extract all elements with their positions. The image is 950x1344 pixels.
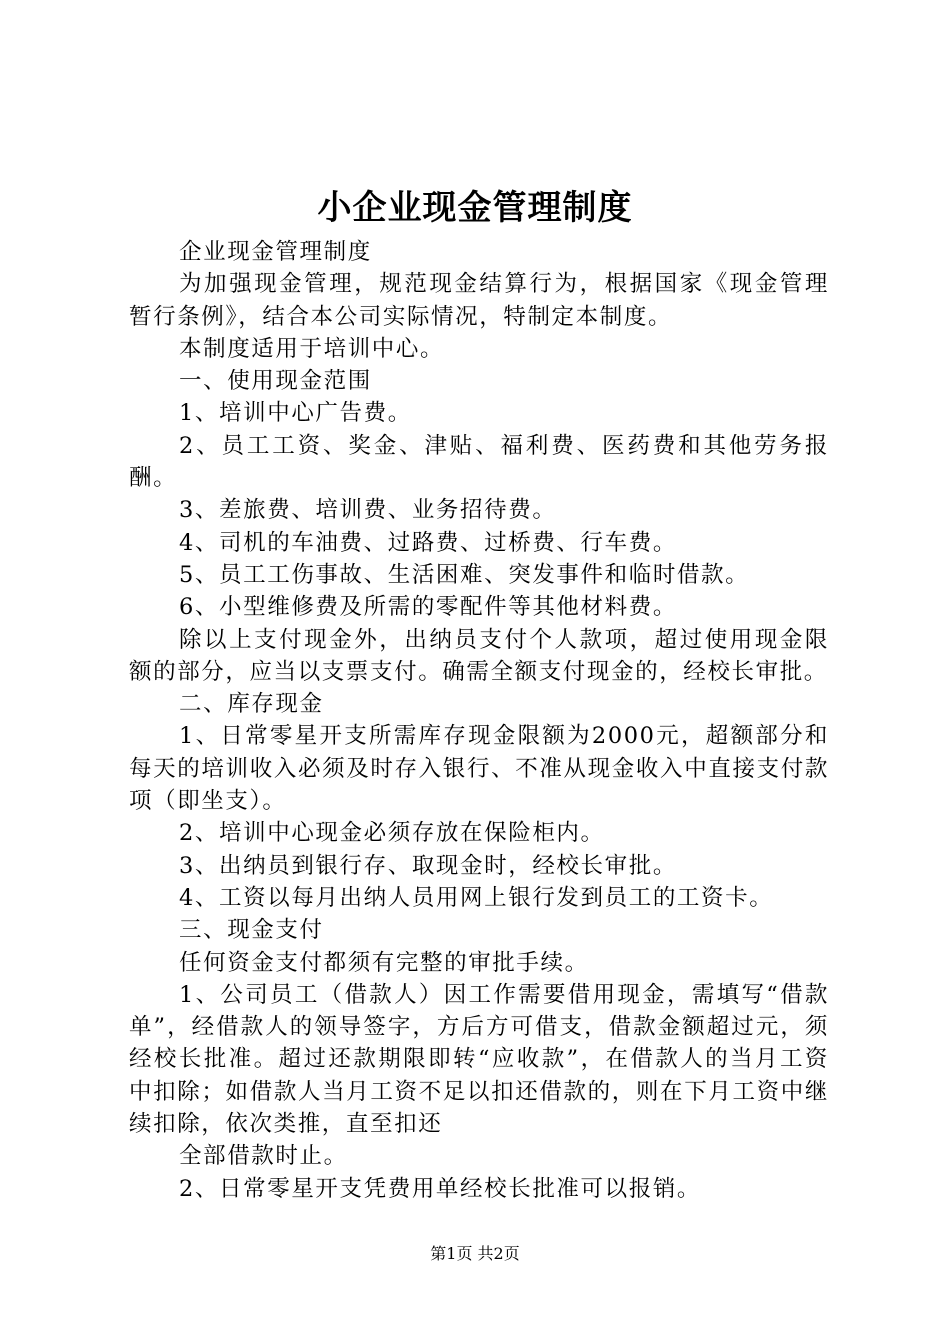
list-item: 2、培训中心现金必须存放在保险柜内。 xyxy=(179,820,605,847)
list-item: 4、工资以每月出纳人员用网上银行发到员工的工资卡。 xyxy=(179,884,774,911)
list-item: 2、日常零星开支凭费用单经校长批准可以报销。 xyxy=(179,1175,702,1202)
paragraph-continuation: 全部借款时止。 xyxy=(179,1143,348,1170)
document-title: 小企业现金管理制度 xyxy=(317,188,633,228)
paragraph-intro: 为加强现金管理，规范现金结算行为，根据国家《现金管理暂行条例》，结合本公司实际情况，特制定本制度。 xyxy=(129,271,829,330)
paragraph-cash-limit: 除以上支付现金外，出纳员支付个人款项，超过使用现金限额的部分，应当以支票支付。确需全额支付现金的，经校长审批。 xyxy=(129,626,829,685)
list-item: 1、培训中心广告费。 xyxy=(179,400,412,427)
paragraph-scope: 本制度适用于培训中心。 xyxy=(179,335,445,362)
list-item: 3、差旅费、培训费、业务招待费。 xyxy=(179,497,557,524)
paragraph-approval: 任何资金支付都须有完整的审批手续。 xyxy=(179,949,589,976)
section-heading-cash-scope: 一、使用现金范围 xyxy=(179,368,372,395)
list-item: 4、司机的车油费、过路费、过桥费、行车费。 xyxy=(179,529,677,556)
page-number-footer: 第1页 共2页 xyxy=(430,1244,520,1263)
section-heading-cash-payment: 三、现金支付 xyxy=(179,917,324,944)
list-item: 1、公司员工（借款人）因工作需要借用现金，需填写“借款单”，经借款人的领导签字，方后方可借支，借款金额超过元，须经校长批准。超过还款期限即转“应收款”，在借款人的当月工资中扣除；如借款人当月工资不足以扣还借款的，则在下月工资中继续扣除，依次类推，直至扣还 xyxy=(129,981,829,1138)
list-item: 5、员工工伤事故、生活困难、突发事件和临时借款。 xyxy=(179,561,750,588)
list-item: 3、出纳员到银行存、取现金时，经校长审批。 xyxy=(179,852,677,879)
paragraph-subtitle: 企业现金管理制度 xyxy=(179,239,372,265)
list-item: 6、小型维修费及所需的零配件等其他材料费。 xyxy=(179,594,677,621)
list-item: 2、员工工资、奖金、津贴、福利费、医药费和其他劳务报酬。 xyxy=(129,432,829,492)
list-item: 1、日常零星开支所需库存现金限额为2000元，超额部分和每天的培训收入必须及时存入银行、不准从现金收入中直接支付款项（即坐支）。 xyxy=(129,723,829,815)
section-heading-cash-stock: 二、库存现金 xyxy=(179,691,324,718)
document-body xyxy=(129,236,829,1205)
